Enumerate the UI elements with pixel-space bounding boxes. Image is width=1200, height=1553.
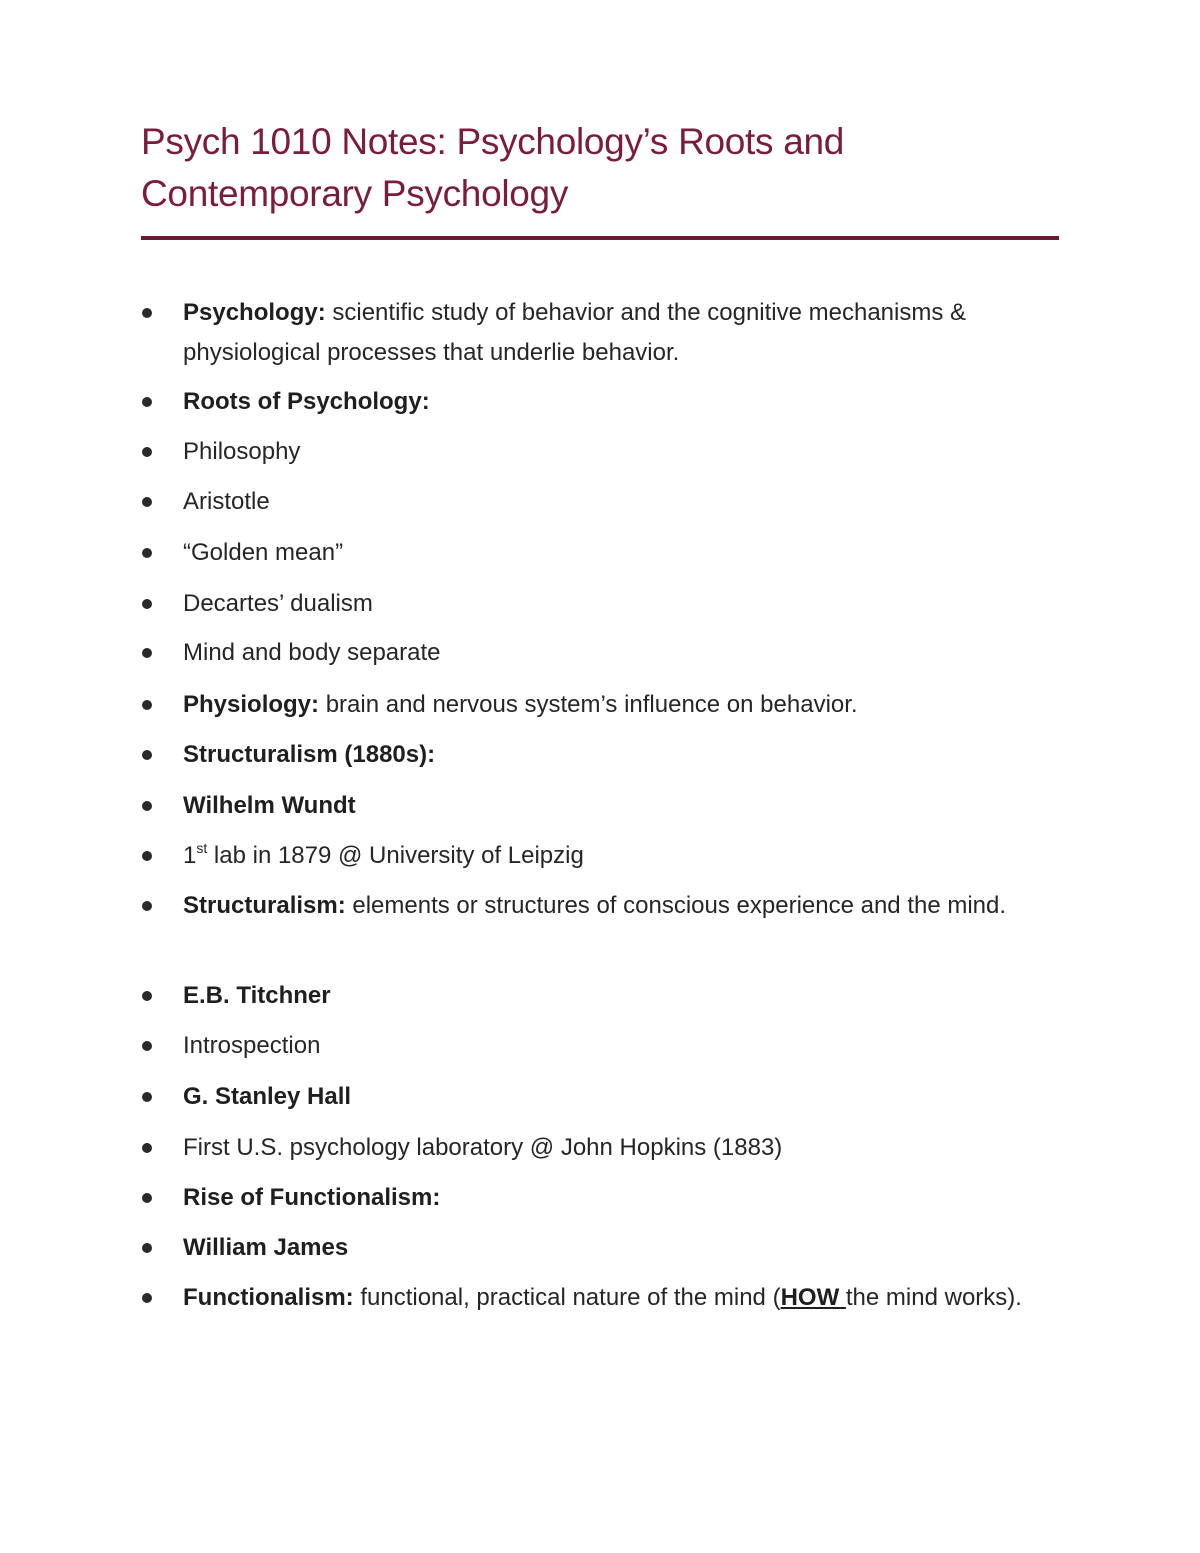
bullet-icon <box>142 1193 152 1203</box>
note-description-end: the mind works). <box>845 1284 1022 1311</box>
bullet-icon <box>142 1243 152 1253</box>
note-term: E.B. Titchner <box>183 982 331 1009</box>
note-description: functional, practical nature of the mind ( <box>353 1284 781 1311</box>
note-description: Philosophy <box>183 438 301 465</box>
bullet-icon <box>142 1143 152 1153</box>
bullet-icon <box>142 397 152 407</box>
bullet-icon <box>142 648 152 658</box>
bullet-icon <box>142 1092 152 1102</box>
bullet-icon <box>142 447 152 457</box>
list-item-text <box>183 685 1053 725</box>
title-divider <box>141 236 1059 240</box>
note-term: William James <box>183 1234 349 1261</box>
bullet-icon <box>142 308 152 318</box>
list-item-text <box>183 836 1053 876</box>
bullet-icon <box>142 548 152 558</box>
list-item-text <box>183 293 1053 373</box>
note-term: Structuralism: <box>183 892 346 919</box>
note-term: Functionalism: <box>183 1284 354 1311</box>
note-term: Structuralism (1880s): <box>183 741 436 768</box>
note-term: Physiology: <box>183 691 320 718</box>
note-description: Mind and body separate <box>183 639 441 666</box>
bullet-icon <box>142 1041 152 1051</box>
note-term: G. Stanley Hall <box>183 1083 352 1110</box>
emphasis-text: HOW <box>780 1284 846 1311</box>
list-item-text <box>183 1278 1053 1318</box>
page-title: Psych 1010 Notes: Psychology’s Roots and Contemporary Psychology <box>141 121 845 214</box>
note-description: “Golden mean” <box>183 539 344 566</box>
bullet-icon <box>142 901 152 911</box>
note-term: Rise of Functionalism: <box>183 1184 441 1211</box>
note-term: Psychology: <box>183 299 326 326</box>
bullet-icon <box>142 700 152 710</box>
note-description: First U.S. psychology laboratory @ John Hopkins (1883) <box>183 1134 783 1161</box>
note-description: lab in 1879 @ University of Leipzig <box>207 842 584 869</box>
bullet-icon <box>142 750 152 760</box>
bullet-icon <box>142 1293 152 1303</box>
list-item-text <box>183 886 1053 926</box>
bullet-icon <box>142 599 152 609</box>
note-description: scientific study of behavior and the cognitive mechanisms & physiological processes that underlie behavior. <box>183 299 967 366</box>
note-description: elements or structures of conscious experience and the mind. <box>345 892 1007 919</box>
ordinal-number: 1 <box>183 842 197 869</box>
note-description: Introspection <box>183 1032 321 1059</box>
ordinal-suffix: st <box>196 840 208 856</box>
note-description: Decartes’ dualism <box>183 590 373 617</box>
bullet-icon <box>142 801 152 811</box>
note-description: Aristotle <box>183 488 270 515</box>
bullet-icon <box>142 851 152 861</box>
bullet-icon <box>142 497 152 507</box>
bullet-icon <box>142 991 152 1001</box>
note-term: Wilhelm Wundt <box>183 792 356 819</box>
note-term: Roots of Psychology: <box>183 388 430 415</box>
note-description: brain and nervous system’s influence on behavior. <box>319 691 858 718</box>
